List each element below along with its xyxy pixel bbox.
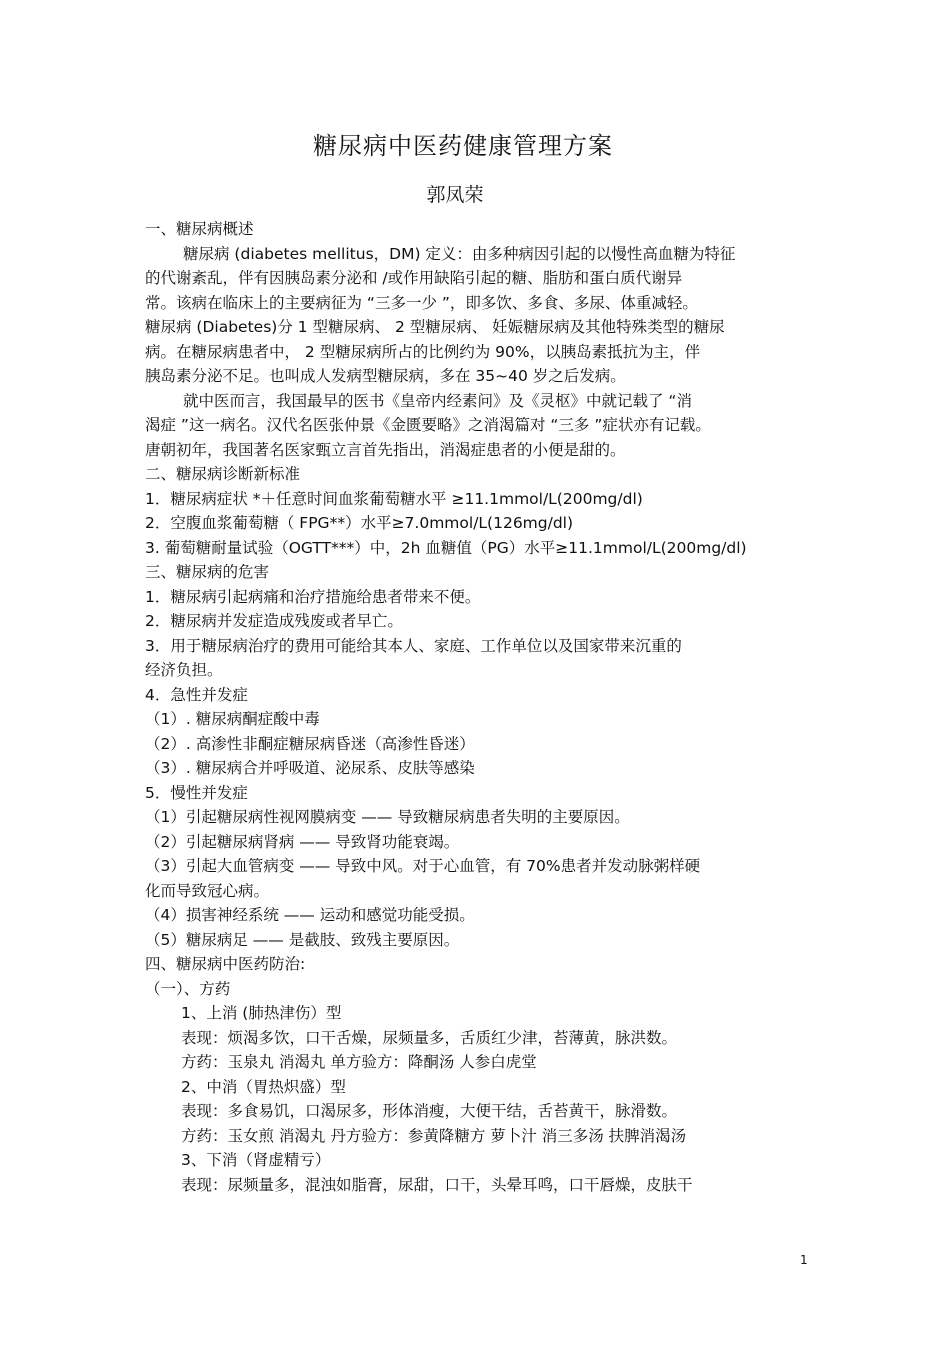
- list-item: 表现：尿频量多，混浊如脂膏，尿甜，口干，头晕耳鸣，口干唇燥，皮肤干: [181, 1175, 693, 1194]
- list-item: 化而导致冠心病。: [145, 881, 270, 900]
- section-heading: 二、糖尿病诊断新标准: [145, 465, 301, 483]
- paragraph-line: 的代谢紊乱，伴有因胰岛素分泌和 /或作用缺陷引起的糖、脂肪和蛋白质代谢异: [145, 269, 683, 287]
- list-item: 3．用于糖尿病治疗的费用可能给其本人、家庭、工作单位以及国家带来沉重的: [145, 636, 682, 655]
- list-item: 3、下消（肾虚精亏）: [181, 1151, 331, 1169]
- paragraph-line: 病。在糖尿病患者中， 2 型糖尿病所占的比例约为 90%，以胰岛素抵抗为主，伴: [145, 342, 701, 361]
- section-heading: 三、糖尿病的危害: [145, 563, 270, 581]
- section-heading: 一、糖尿病概述: [145, 220, 254, 238]
- list-item: 1．糖尿病引起病痛和治疗措施给患者带来不便。: [145, 587, 481, 606]
- list-item: 1．糖尿病症状 *＋任意时间血浆葡萄糖水平 ≥11.1mmol/L(200mg/dl): [145, 489, 643, 508]
- list-item: （1）引起糖尿病性视网膜病变 —— 导致糖尿病患者失明的主要原因。: [145, 808, 630, 826]
- list-item: （1）. 糖尿病酮症酸中毒: [145, 710, 320, 728]
- list-item: 1、上消 (肺热津伤）型: [181, 1004, 342, 1022]
- paragraph-line: 就中医而言，我国最早的医书《皇帝内经素问》及《灵枢》中就记载了 “消: [183, 391, 692, 410]
- list-item: 方药：玉女煎 消渴丸 丹方验方：参黄降糖方 萝卜汁 消三多汤 扶脾消渴汤: [181, 1126, 687, 1145]
- subsection-heading: （一）、方药: [145, 979, 231, 998]
- list-item: 方药：玉泉丸 消渴丸 单方验方：降酮汤 人参白虎堂: [181, 1053, 537, 1071]
- list-item: 表现：烦渴多饮，口干舌燥，尿频量多，舌质红少津，苔薄黄，脉洪数。: [181, 1028, 678, 1047]
- list-item: 2、中消（胃热炽盛）型: [181, 1077, 346, 1096]
- list-item: 4．急性并发症: [145, 685, 248, 704]
- section-heading: 四、糖尿病中医药防治:: [145, 955, 306, 973]
- paragraph-line: 糖尿病 (Diabetes)分 1 型糖尿病、 2 型糖尿病、 妊娠糖尿病及其他特殊类型的糖尿: [145, 318, 725, 336]
- list-item: （4）损害神经系统 —— 运动和感觉功能受损。: [145, 906, 475, 924]
- list-item: （2）. 高渗性非酮症糖尿病昏迷（高渗性昏迷）: [145, 734, 475, 753]
- list-item: 2．空腹血浆葡萄糖（ FPG**）水平≥7.0mmol/L(126mg/dl): [145, 514, 574, 532]
- list-item: 3. 葡萄糖耐量试验（OGTT***）中，2h 血糖值（PG）水平≥11.1mmol/L(200mg/dl): [145, 538, 747, 557]
- document-title: 糖尿病中医药健康管理方案: [313, 132, 613, 160]
- list-item: （2）引起糖尿病肾病 —— 导致肾功能衰竭。: [145, 832, 460, 851]
- list-item: 5．慢性并发症: [145, 783, 248, 802]
- paragraph-line: 渴症 ”这一病名。汉代名医张仲景《金匮要略》之消渴篇对 “三多 ”症状亦有记载。: [145, 416, 711, 434]
- paragraph-line: 唐朝初年，我国著名医家甄立言首先指出，消渴症患者的小便是甜的。: [145, 440, 626, 459]
- list-item: 2．糖尿病并发症造成残废或者早亡。: [145, 612, 403, 630]
- list-item: （5）糖尿病足 —— 是截肢、致残主要原因。: [145, 930, 460, 949]
- list-item: （3）. 糖尿病合并呼吸道、泌尿系、皮肤等感染: [145, 759, 475, 777]
- list-item: 经济负担。: [145, 661, 223, 679]
- list-item: （3）引起大血管病变 —— 导致中风。对于心血管，有 70%患者并发动脉粥样硬: [145, 857, 701, 875]
- paragraph-line: 糖尿病 (diabetes mellitus，DM) 定义：由多种病因引起的以慢性高血糖为特征: [183, 244, 736, 263]
- page-number: 1: [800, 1253, 808, 1267]
- paragraph-line: 常。该病在临床上的主要病征为 “三多一少 ”，即多饮、多食、多尿、体重减轻。: [145, 293, 698, 312]
- paragraph-line: 胰岛素分泌不足。也叫成人发病型糖尿病，多在 35~40 岁之后发病。: [145, 367, 626, 385]
- document-author: 郭凤荣: [426, 184, 484, 206]
- document-body: [145, 217, 810, 1197]
- list-item: 表现：多食易饥，口渴尿多，形体消瘦，大便干结，舌苔黄干，脉滑数。: [181, 1102, 678, 1120]
